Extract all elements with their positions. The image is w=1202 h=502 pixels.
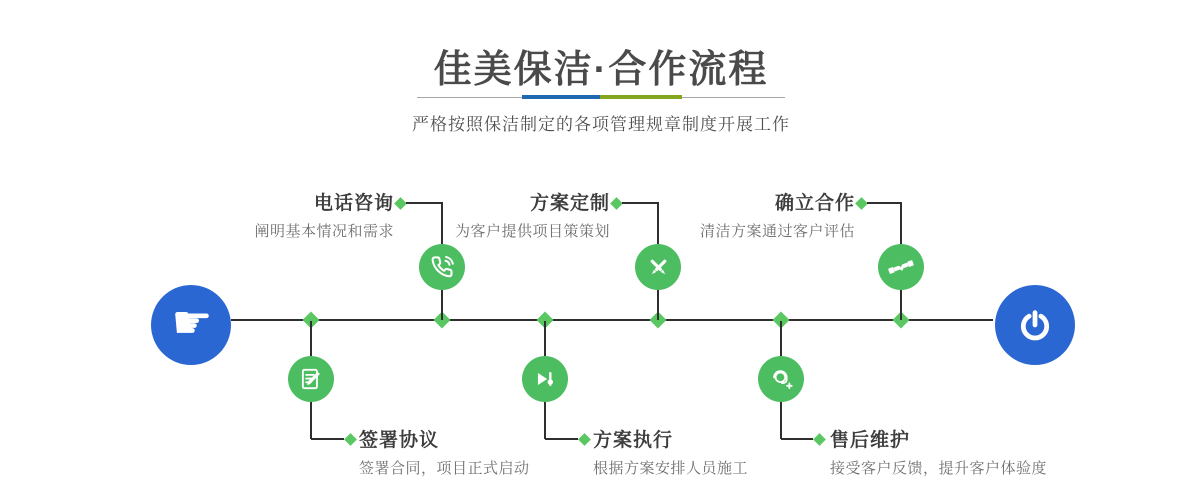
label-diamond	[813, 433, 826, 446]
label-diamond	[610, 197, 623, 210]
play-slider-icon	[532, 366, 558, 392]
step-title: 确立合作	[774, 193, 855, 214]
step-after-sales	[830, 425, 1047, 478]
connector	[544, 321, 546, 356]
step-desc: 为客户提供项目策策划	[454, 223, 610, 240]
crossed-pens-icon	[645, 254, 672, 281]
step-desc: 根据方案安排人员施工	[593, 460, 749, 477]
step-desc: 阐明基本情况和需求	[254, 223, 394, 240]
step-circle-contract	[288, 356, 334, 402]
step-desc: 清洁方案通过客户评估	[699, 223, 855, 240]
contract-icon	[298, 366, 324, 392]
label-diamond	[855, 197, 868, 210]
pointing-hand-icon: ☛	[171, 295, 213, 349]
headset-person-icon	[768, 366, 795, 393]
title-divider	[417, 95, 785, 101]
connector	[310, 321, 312, 356]
connector	[622, 202, 659, 204]
step-establish-cooperation	[700, 188, 855, 241]
connector	[441, 202, 443, 244]
step-desc: 签署合同，项目正式启动	[359, 460, 530, 477]
connector	[780, 402, 782, 439]
page-subtitle: 严格按照保洁制定的各项管理规章制度开展工作	[412, 115, 790, 134]
timeline-end-node	[995, 285, 1075, 365]
connector	[545, 438, 578, 440]
step-title: 方案执行	[593, 430, 674, 451]
step-title: 售后维护	[830, 430, 911, 451]
connector	[657, 202, 659, 244]
divider-blue-segment	[522, 95, 600, 99]
timeline-line	[231, 319, 993, 321]
step-circle-aftersales	[758, 356, 804, 402]
label-diamond	[344, 433, 357, 446]
step-circle-phone	[419, 244, 465, 290]
phone-icon	[429, 254, 456, 281]
step-circle-cooperation	[878, 244, 924, 290]
connector	[441, 290, 443, 320]
label-diamond	[394, 197, 407, 210]
step-plan-execution	[593, 425, 748, 478]
step-circle-plan	[635, 244, 681, 290]
page-title: 佳美保洁·合作流程	[433, 49, 769, 91]
connector	[657, 290, 659, 320]
step-title: 方案定制	[529, 193, 610, 214]
step-plan-design	[455, 188, 610, 241]
step-circle-execution	[522, 356, 568, 402]
step-desc: 接受客户反馈，提升客户体验度	[830, 460, 1048, 477]
handshake-icon	[887, 253, 915, 281]
step-title: 签署协议	[359, 430, 440, 451]
connector	[780, 321, 782, 356]
connector	[900, 290, 902, 320]
connector	[900, 202, 902, 244]
connector	[781, 438, 813, 440]
connector	[310, 402, 312, 439]
connector	[406, 202, 443, 204]
step-phone-consult	[254, 188, 394, 241]
step-title: 电话咨询	[313, 193, 394, 214]
power-icon	[1016, 306, 1054, 344]
connector	[311, 438, 344, 440]
divider-green-segment	[600, 95, 682, 99]
connector	[867, 202, 902, 204]
connector	[544, 402, 546, 439]
timeline-start-node	[151, 285, 231, 365]
step-sign-agreement	[359, 425, 530, 478]
label-diamond	[578, 433, 591, 446]
